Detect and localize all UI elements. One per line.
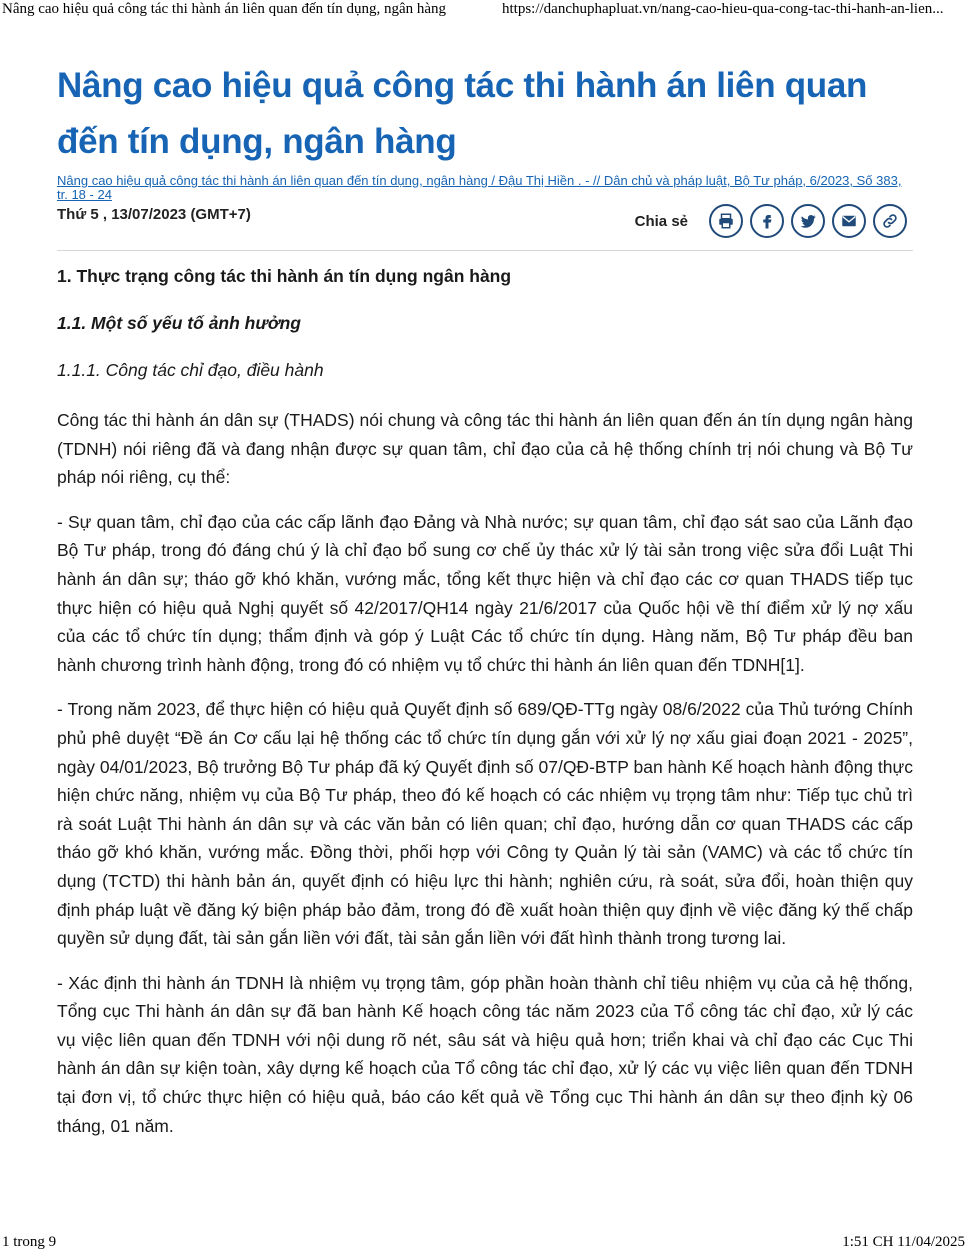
twitter-icon[interactable]	[791, 204, 825, 238]
paragraph: - Sự quan tâm, chỉ đạo của các cấp lãnh đạo Đảng và Nhà nước; sự quan tâm, chỉ đạo sát sao của Lãnh đạo Bộ Tư pháp, trong đó đáng chú ý là chỉ đạo bổ sung cơ chế ủy thác xử lý tài sản trong việc sửa đổi Luật Thi hành án dân sự; tháo gỡ khó khăn, vướng mắc, tổng kết thực hiện và chỉ đạo các cơ quan THADS tiếp tục thực hiện có hiệu quả Nghị quyết số 42/2017/QH14 ngày 21/6/2017 của Quốc hội về thí điểm xử lý nợ xấu của các tổ chức tín dụng; thẩm định và góp ý Luật Các tổ chức tín dụng. Hàng năm, Bộ Tư pháp đều ban hành chương trình hành động, trong đó có nhiệm vụ tổ chức thi hành án liên quan đến TDNH[1].	[57, 511, 913, 675]
publish-date: Thứ 5 , 13/07/2023 (GMT+7)	[57, 206, 251, 223]
section-heading: 1. Thực trạng công tác thi hành án tín dụng ngân hàng	[57, 266, 512, 286]
print-page-title: Nâng cao hiệu quả công tác thi hành án liên quan đến tín dụng, ngân hàng	[2, 1, 447, 17]
subsubsection-heading: 1.1.1. Công tác chỉ đạo, điều hành	[57, 360, 324, 380]
facebook-icon[interactable]	[750, 204, 784, 238]
subsection-heading: 1.1. Một số yếu tố ảnh hưởng	[57, 313, 301, 333]
print-header	[0, 0, 969, 22]
print-footer	[0, 1232, 969, 1254]
paragraph: - Xác định thi hành án TDNH là nhiệm vụ trọng tâm, góp phần hoàn thành chỉ tiêu nhiệm vụ của cả hệ thống, Tổng cục Thi hành án dân sự đã ban hành Kế hoạch công tác năm 2023 của Tổ công tác chỉ đạo, xử lý các vụ việc liên quan đến TDNH với nội dung rõ nét, sâu sát và hiệu quả hơn; triển khai và chỉ đạo các Cục Thi hành án dân sự kiện toàn, xây dựng kế hoạch của Tổ công tác chỉ đạo, xử lý các vụ việc liên quan đến TDNH tại đơn vị, tổ chức thực hiện có hiệu quả, báo cáo kết quả về Tổng cục Thi hành án dân sự theo định kỳ 06 tháng, 01 năm.	[57, 972, 913, 1136]
print-url[interactable]: https://danchuphapluat.vn/nang-cao-hieu-qua-cong-tac-thi-hanh-an-lien...	[502, 1, 944, 17]
divider	[57, 250, 913, 251]
article-meta	[57, 204, 913, 248]
print-icon[interactable]	[709, 204, 743, 238]
email-icon[interactable]	[832, 204, 866, 238]
paragraph: Công tác thi hành án dân sự (THADS) nói chung và công tác thi hành án liên quan đến án tín dụng ngân hàng (TDNH) nói riêng đã và đang nhận được sự quan tâm, chỉ đạo của cả hệ thống chính trị nói chung và Bộ Tư pháp nói riêng, cụ thể:	[57, 410, 913, 488]
page-number: 1 trong 9	[2, 1234, 57, 1250]
article-title: Nâng cao hiệu quả công tác thi hành án liên quan đến tín dụng, ngân hàng	[57, 66, 868, 161]
copy-link-icon[interactable]	[873, 204, 907, 238]
article-content	[57, 265, 913, 1140]
article	[57, 58, 913, 1156]
share-label: Chia sẻ	[634, 212, 688, 230]
article-source-link[interactable]: Nâng cao hiệu quả công tác thi hành án liên quan đến tín dụng, ngân hàng / Đậu Thị Hiền . - // Dân chủ và pháp luật, Bộ Tư pháp, 6/2023, Số 383, tr. 18 - 24	[57, 173, 902, 202]
paragraph: - Trong năm 2023, để thực hiện có hiệu quả Quyết định số 689/QĐ-TTg ngày 08/6/2022 của Thủ tướng Chính phủ phê duyệt “Đề án Cơ cấu lại hệ thống các tổ chức tín dụng gắn với xử lý nợ xấu giai đoạn 2021 - 2025”, ngày 04/01/2023, Bộ trưởng Bộ Tư pháp đã ký Quyết định số 07/QĐ-BTP ban hành Kế hoạch hành động thực hiện chức năng, nhiệm vụ của Bộ Tư pháp, theo đó kế hoạch có các nhiệm vụ trọng tâm như: Tiếp tục chủ trì rà soát Luật Thi hành án dân sự và các văn bản có liên quan; chỉ đạo, hướng dẫn cơ quan THADS các cấp tháo gỡ khó khăn, vướng mắc. Đồng thời, phối hợp với Công ty Quản lý tài sản (VAMC) và các tổ chức tín dụng (TCTD) thi hành bản án, quyết định có hiệu lực thi hành; nghiên cứu, rà soát, sửa đổi, hoàn thiện quy định pháp luật về đăng ký biện pháp bảo đảm, trong đó đề xuất hoàn thiện quy định về việc đăng ký thế chấp quyền sử dụng đất, tài sản gắn liền với đất, tài sản gắn liền với đất hình thành trong tương lai.	[57, 699, 913, 949]
share-bar	[635, 204, 907, 238]
print-time: 1:51 CH 11/04/2025	[842, 1234, 965, 1250]
